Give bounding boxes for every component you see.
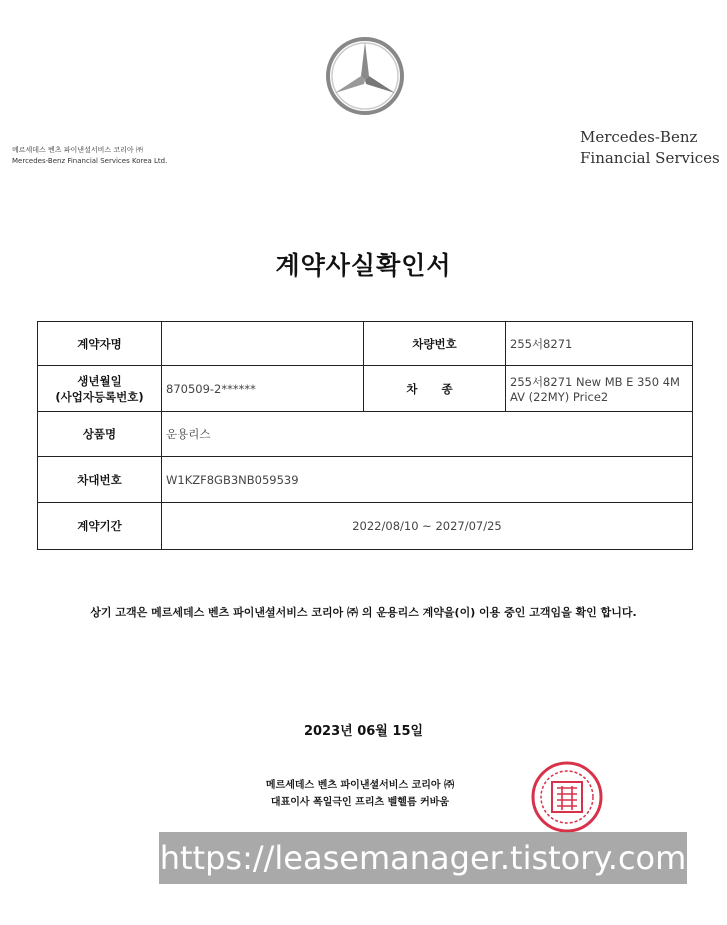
company-name-korean: 메르세데스 벤츠 파이낸셜서비스 코리아 ㈜	[12, 146, 143, 154]
company-name-english: Mercedes-Benz Financial Services Korea Ltd.	[12, 157, 168, 165]
issue-date: 2023년 06월 15일	[303, 724, 424, 739]
table-row	[38, 412, 693, 457]
model-value-line2: AV (22MY) Price2	[510, 389, 609, 404]
period-label: 계약기간	[38, 503, 162, 550]
watermark-url: https://leasemanager.tistory.com	[159, 832, 687, 884]
brand-wordmark	[580, 127, 720, 169]
birth-label	[38, 366, 162, 412]
product-label: 상품명	[38, 412, 162, 457]
plate-label: 차량번호	[364, 322, 506, 366]
document-title: 계약사실확인서	[275, 251, 452, 280]
vin-value: W1KZF8GB3NB059539	[162, 457, 693, 503]
vin-label: 차대번호	[38, 457, 162, 503]
birth-value: 870509-2******	[162, 366, 364, 412]
contractor-label: 계약자명	[38, 322, 162, 366]
table-row	[38, 457, 693, 503]
model-value	[506, 366, 693, 412]
model-value-line1: 255서8271 New MB E 350 4M	[510, 374, 680, 389]
table-row	[38, 322, 693, 366]
birth-label-line2: (사업자등록번호)	[55, 389, 144, 404]
table-row	[38, 503, 693, 550]
mercedes-star-logo	[325, 36, 405, 116]
birth-label-line1: 생년월일	[77, 373, 122, 388]
brand-line-2: Financial Services	[580, 149, 720, 167]
period-value: 2022/08/10 ~ 2027/07/25	[162, 503, 693, 550]
contract-info-table	[37, 321, 693, 550]
signature-representative: 대표이사 폭일극인 프리츠 벨헬름 커바움	[270, 797, 450, 808]
product-value: 운용리스	[162, 412, 693, 457]
plate-value: 255서8271	[506, 322, 693, 366]
model-label: 차 종	[364, 366, 506, 412]
confirmation-statement: 상기 고객은 메르세데스 벤츠 파이낸셜서비스 코리아 ㈜ 의 운용리스 계약을(이) 이용 중인 고객임을 확인 합니다.	[90, 606, 637, 619]
signature-company: 메르세데스 벤츠 파이낸셜서비스 코리아 ㈜	[265, 780, 455, 791]
brand-line-1: Mercedes-Benz	[580, 128, 698, 146]
table-row	[38, 366, 693, 412]
contractor-value	[162, 322, 364, 366]
company-seal-stamp	[530, 760, 604, 834]
